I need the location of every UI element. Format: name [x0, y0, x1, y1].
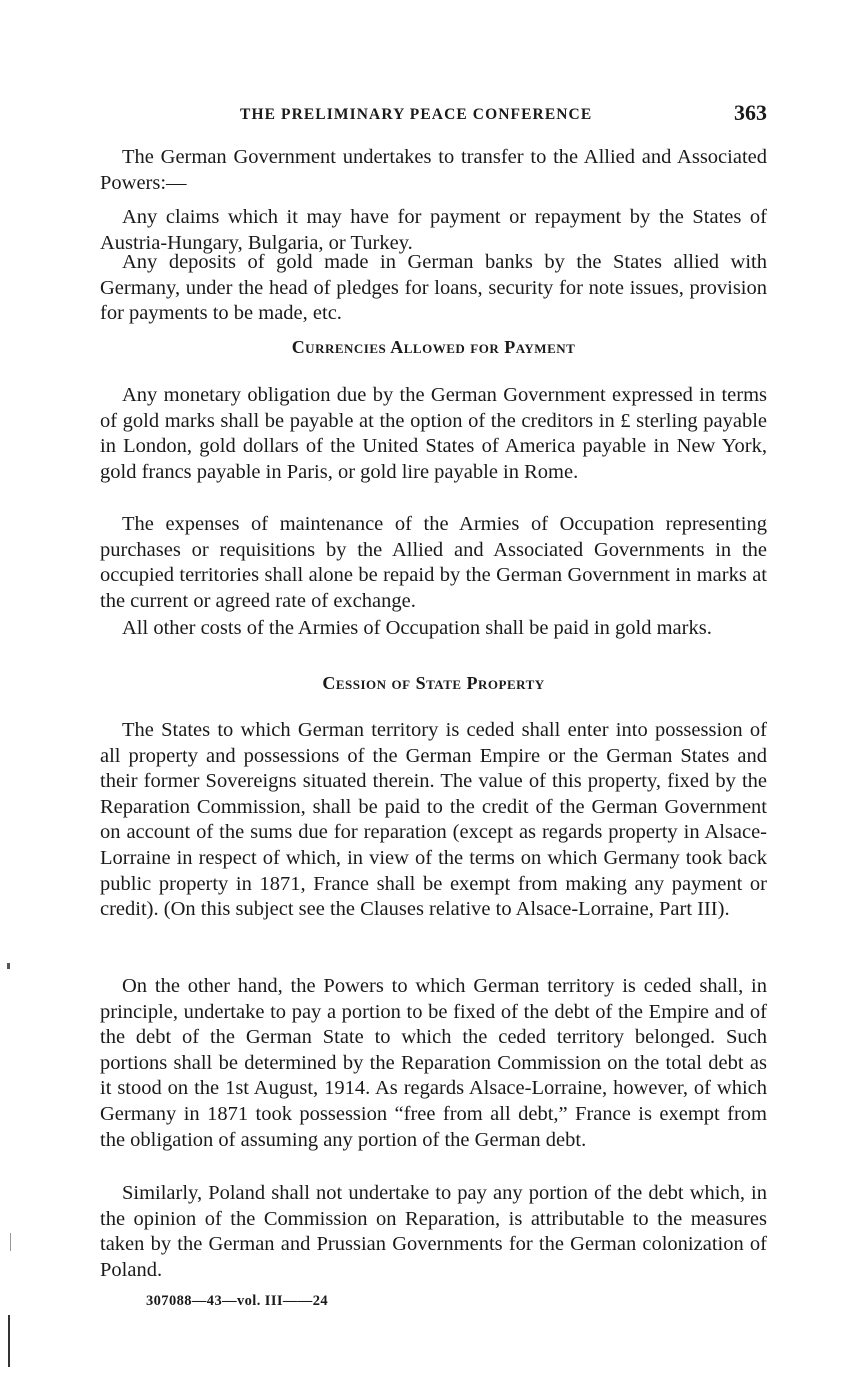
paragraph-monetary-obligation: Any monetary obligation due by the German Government expressed in terms of gold marks shall be payable at the option of the creditors in £ sterling payable in London, gold dollars of the United States of America payable in New York, gold francs payable in Paris, or gold lire payable in Rome. [100, 384, 767, 483]
paragraph-state-property: The States to which German territory is ceded shall enter into possession of all property and possessions of the German Empire or the German States and their former Sovereigns situated therein. The value of this property, fixed by the Reparation Commission, shall be paid to the credit of the German Government on account of the sums due for reparation (except as regards property in Alsace-Lorraine in respect of which, in view of the terms on which Germany took back public property in 1871, France shall be exempt from making any payment or credit). (On this subject see the Clauses relative to Alsace-Lorraine, Part III). [100, 719, 767, 921]
printer-signature: 307088—43—vol. III——24 [146, 1293, 329, 1309]
margin-mark-faint [10, 1233, 11, 1251]
paragraph-gold-deposits: Any deposits of gold made in German banks by the States allied with Germany, under the head of pledges for loans, security for note issues, provision for payments to be made, etc. [100, 251, 767, 325]
paragraph-other-costs: All other costs of the Armies of Occupation shall be paid in gold marks. [122, 617, 712, 639]
paragraph-occupation-expenses: The expenses of maintenance of the Armies of Occupation representing purchases or requisitions by the Allied and Associated Governments in the occupied territories shall alone be repaid by the German Government in marks at the current or agreed rate of exchange. [100, 513, 767, 612]
page-number: 363 [734, 100, 767, 125]
heading-cession: Cession of State Property [322, 673, 545, 693]
running-head [100, 102, 767, 128]
paragraph-poland: Similarly, Poland shall not undertake to pay any portion of the debt which, in the opinion of the Commission on Reparation, is attributable to the measures taken by the German and Prussian Governments for the German colonization of Poland. [100, 1182, 767, 1281]
margin-mark-dot [7, 963, 10, 969]
paragraph-transfer-intro: The German Government undertakes to transfer to the Allied and Associated Powers:— [100, 146, 767, 194]
heading-currencies: Currencies Allowed for Payment [291, 337, 576, 357]
paragraph-debt-portion: On the other hand, the Powers to which German territory is ceded shall, in principle, undertake to pay a portion to be fixed of the debt of the Empire and of the debt of the German State to which the ceded territory belonged. Such portions shall be determined by the Reparation Commission on the total debt as it stood on the 1st August, 1914. As regards Alsace-Lorraine, however, of which Germany in 1871 took possession “free from all debt,” France is exempt from the obligation of assuming any portion of the German debt. [100, 975, 767, 1151]
paragraph-claims: Any claims which it may have for payment or repayment by the States of Austria-Hungary, Bulgaria, or Turkey. [100, 206, 767, 254]
margin-mark-line [8, 1315, 10, 1367]
running-title: THE PRELIMINARY PEACE CONFERENCE [240, 106, 593, 123]
